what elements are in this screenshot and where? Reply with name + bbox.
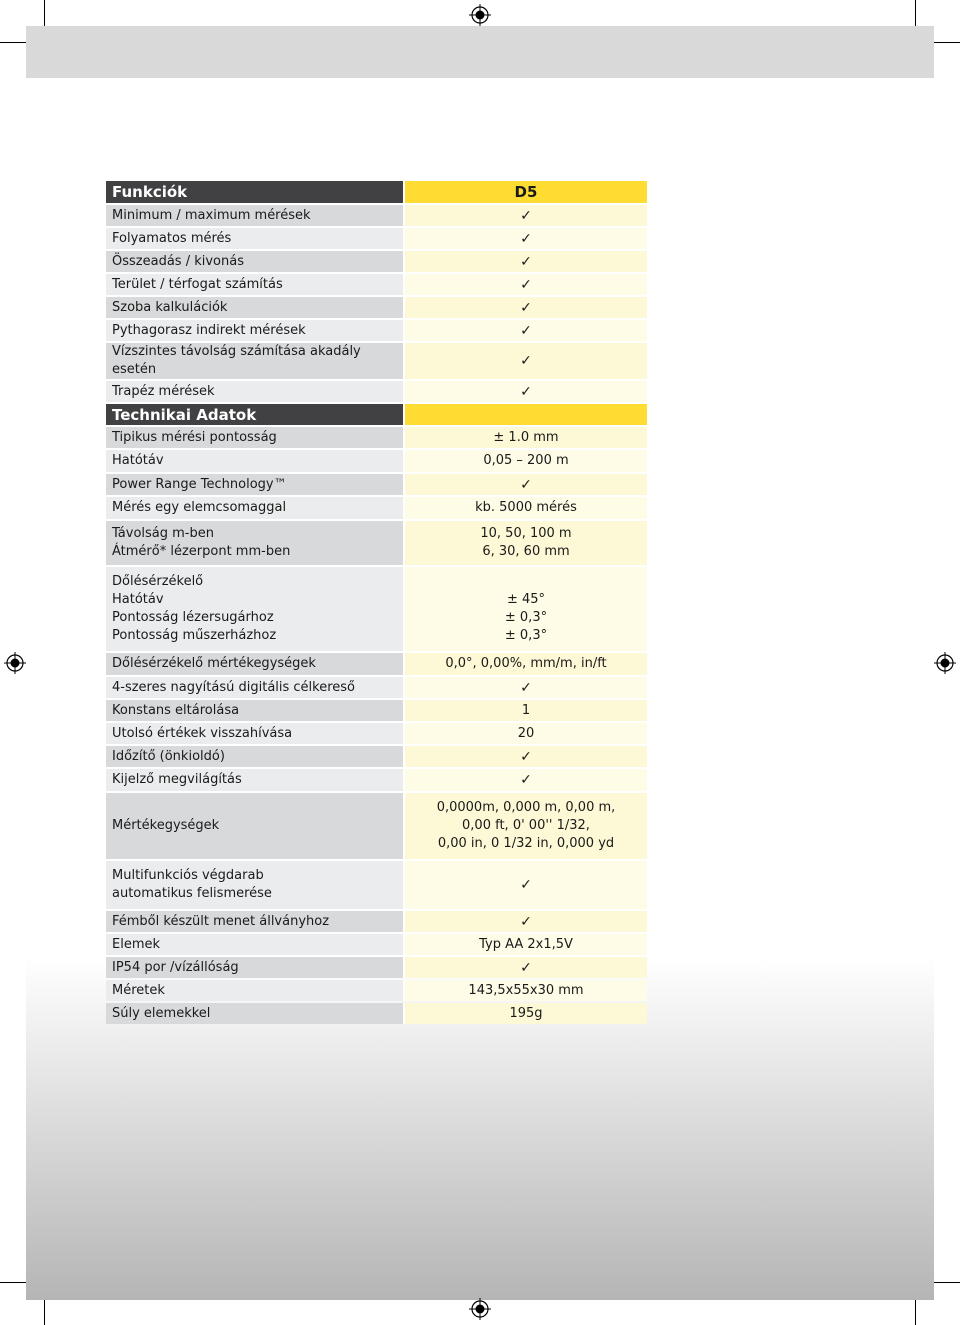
top-gray-band: [26, 26, 934, 78]
row-value-line: [411, 573, 641, 591]
table-row: [106, 957, 647, 978]
row-value: ± 1.0 mm: [405, 427, 647, 448]
row-value: 1: [405, 700, 647, 721]
row-label-line: Pontosság lézersugárhoz: [112, 610, 274, 625]
crop-mark: [44, 1300, 45, 1325]
row-value: 195g: [405, 1003, 647, 1024]
row-value: kb. 5000 mérés: [405, 497, 647, 519]
row-label: [106, 521, 405, 565]
crop-mark: [934, 1282, 960, 1283]
row-label: Power Range Technology™: [106, 474, 405, 495]
row-label: 4-szeres nagyítású digitális célkereső: [106, 677, 405, 698]
row-value: ✓: [405, 297, 647, 318]
row-label: Méretek: [106, 980, 405, 1001]
registration-mark-icon: [934, 652, 956, 674]
section-value: [405, 404, 647, 425]
crop-mark: [934, 42, 960, 43]
row-value: [405, 567, 647, 651]
table-row: [106, 297, 647, 318]
row-label: Pythagorasz indirekt mérések: [106, 320, 405, 341]
row-label: Hatótáv: [106, 450, 405, 472]
crop-mark: [44, 0, 45, 26]
table-row: [106, 746, 647, 767]
row-value: ✓: [405, 746, 647, 767]
table-row: [106, 567, 647, 651]
table-row: [106, 497, 647, 519]
row-label: Minimum / maximum mérések: [106, 205, 405, 226]
section-title: Technikai Adatok: [106, 404, 405, 425]
row-value-line: ± 45°: [506, 592, 546, 607]
row-label-line: automatikus felismerése: [112, 886, 272, 901]
table-row: [106, 320, 647, 341]
table-row: [106, 474, 647, 495]
row-label: Fémből készült menet állványhoz: [106, 911, 405, 932]
row-value-line: 0,00 ft, 0' 00'' 1/32,: [462, 818, 590, 833]
row-value-line: 0,0000m, 0,000 m, 0,00 m,: [436, 800, 616, 815]
row-label: [106, 861, 405, 909]
product-name: D5: [405, 181, 647, 203]
crop-mark: [0, 42, 26, 43]
row-label: Elemek: [106, 934, 405, 955]
row-value: 20: [405, 723, 647, 744]
row-value: ✓: [405, 251, 647, 272]
row-label: Súly elemekkel: [106, 1003, 405, 1024]
row-label: Szoba kalkulációk: [106, 297, 405, 318]
row-label: Tipikus mérési pontosság: [106, 427, 405, 448]
header-label: Funkciók: [106, 181, 405, 203]
table-row: [106, 793, 647, 859]
row-label: Mértékegységek: [106, 793, 405, 859]
table-row: [106, 980, 647, 1001]
row-label-line: Pontosság műszerházhoz: [112, 628, 277, 643]
row-value: ✓: [405, 228, 647, 249]
table-row: [106, 677, 647, 698]
registration-mark-icon: [469, 1298, 491, 1320]
row-value: ✓: [405, 205, 647, 226]
row-value: ✓: [405, 381, 647, 402]
table-header-row: [106, 181, 647, 203]
row-value-line: 6, 30, 60 mm: [482, 544, 570, 559]
table-row: [106, 381, 647, 402]
registration-mark-icon: [4, 652, 26, 674]
row-value: 0,0°, 0,00%, mm/m, in/ft: [405, 653, 647, 675]
table-row: [106, 1003, 647, 1024]
row-value: [405, 521, 647, 565]
row-label: Folyamatos mérés: [106, 228, 405, 249]
row-value-line: 0,00 in, 0 1/32 in, 0,000 yd: [437, 836, 615, 851]
row-label: Kijelző megvilágítás: [106, 769, 405, 791]
row-label: Konstans eltárolása: [106, 700, 405, 721]
row-value: [405, 793, 647, 859]
table-row: [106, 205, 647, 226]
row-value-line: ± 0,3°: [504, 628, 548, 643]
table-row: [106, 911, 647, 932]
row-label-line: Hatótáv: [112, 592, 164, 607]
table-row: [106, 450, 647, 472]
row-label: IP54 por /vízállóság: [106, 957, 405, 978]
spec-table: [106, 179, 647, 1026]
row-label: Trapéz mérések: [106, 381, 405, 402]
row-value: ✓: [405, 343, 647, 379]
table-row: [106, 723, 647, 744]
row-value: Typ AA 2x1,5V: [405, 934, 647, 955]
row-label: Terület / térfogat számítás: [106, 274, 405, 295]
row-label: Összeadás / kivonás: [106, 251, 405, 272]
row-label-line: Multifunkciós végdarab: [112, 868, 264, 883]
row-value: ✓: [405, 769, 647, 791]
row-label: Dőlésérzékelő mértékegységek: [106, 653, 405, 675]
row-value: 0,05 – 200 m: [405, 450, 647, 472]
row-label: Vízszintes távolság számítása akadály esetén: [106, 343, 405, 379]
row-label-line: Távolság m-ben: [112, 526, 214, 541]
table-row: [106, 228, 647, 249]
row-value: ✓: [405, 957, 647, 978]
table-row: [106, 861, 647, 909]
row-value: ✓: [405, 861, 647, 909]
row-value-line: 10, 50, 100 m: [480, 526, 572, 541]
table-row: [106, 343, 647, 379]
table-row: [106, 251, 647, 272]
row-label: [106, 567, 405, 651]
table-row: [106, 274, 647, 295]
table-row: [106, 700, 647, 721]
row-value: ✓: [405, 677, 647, 698]
row-value: ✓: [405, 474, 647, 495]
table-row: [106, 934, 647, 955]
table-row: [106, 653, 647, 675]
table-row: [106, 427, 647, 448]
crop-mark: [915, 1300, 916, 1325]
row-value: ✓: [405, 274, 647, 295]
row-label-line: Átmérő* lézerpont mm-ben: [112, 544, 291, 559]
row-value-line: ± 0,3°: [504, 610, 548, 625]
table-row: [106, 521, 647, 565]
row-value: ✓: [405, 320, 647, 341]
row-value: ✓: [405, 911, 647, 932]
row-label: Időzítő (önkioldó): [106, 746, 405, 767]
table-row: [106, 769, 647, 791]
registration-mark-icon: [469, 4, 491, 26]
row-label: Mérés egy elemcsomaggal: [106, 497, 405, 519]
row-label: Utolsó értékek visszahívása: [106, 723, 405, 744]
crop-mark: [0, 1282, 26, 1283]
row-label-line: Dőlésérzékelő: [112, 574, 204, 589]
section-header-row: [106, 404, 647, 425]
crop-mark: [915, 0, 916, 26]
row-value: 143,5x55x30 mm: [405, 980, 647, 1001]
